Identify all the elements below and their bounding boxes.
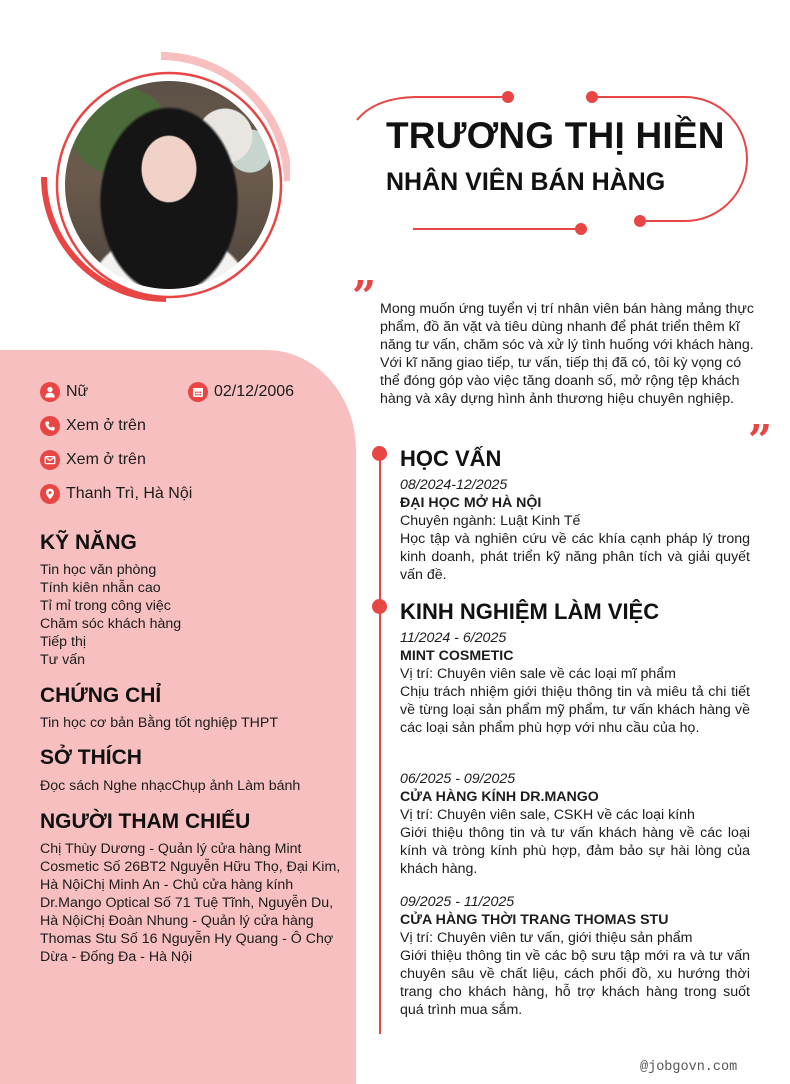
address-value: Thanh Trì, Hà Nội <box>66 485 193 502</box>
job-title: NHÂN VIÊN BÁN HÀNG <box>386 168 666 196</box>
contact-birthday <box>188 382 294 402</box>
experience-description: Giới thiệu thông tin và tư vấn khách hàng về các loại kính và tròng kính phù hợp, đảm bảo sự hài lòng của khách hàng. <box>400 825 750 877</box>
certificates-heading: CHỨNG CHỈ <box>40 684 162 707</box>
skill-item: Tiếp thị <box>40 634 86 650</box>
skill-item: Tỉ mỉ trong công việc <box>40 598 171 614</box>
contact-address <box>40 484 192 504</box>
references-text: Chị Thùy Dương - Quản lý cửa hàng Mint Cosmetic Số 26BT2 Nguyễn Hữu Thọ, Đại Kim, Hà NộiChị Minh An - Chủ cửa hàng kính Dr.Mango Optical Số 71 Tuệ Tĩnh, Nguyễn Du, Hà NộiChị Đoàn Nhung - Quản lý cửa hàng Thomas Stu Số 16 Nguyễn Hy Quang - Ô Chợ Dừa - Đống Đa - Hà Nội <box>40 841 341 965</box>
education-date: 08/2024-12/2025 <box>400 477 508 493</box>
skills-list <box>40 561 340 669</box>
experience-date: 06/2025 - 09/2025 <box>400 771 516 787</box>
experience-company: CỬA HÀNG KÍNH DR.MANGO <box>400 789 599 805</box>
location-icon <box>40 484 60 504</box>
experience-description: Chịu trách nhiệm giới thiệu thông tin và miêu tả chi tiết về từng loại sản phẩm mỹ phẩm, tư vấn khách hàng về các loại sản phẩm phù hợp với nhu cầu của họ. <box>400 684 750 736</box>
contact-phone <box>40 416 146 436</box>
timeline-dot-experience <box>372 599 387 614</box>
career-objective: Mong muốn ứng tuyển vị trí nhân viên bán hàng mảng thực phẩm, đồ ăn vặt và tiêu dùng nhanh để phát triển thêm kĩ năng tư vấn, chăm sóc và xử lý tình huống với khách hàng. Với kĩ năng giao tiếp, tư vấn, tiếp thị đã có, tôi kỳ vọng có thể đóng góp vào việc tăng doanh số, mở rộng tệp khách hàng và xây dựng hình ảnh thương hiệu chuyên nghiệp. <box>380 301 754 407</box>
education-school: ĐẠI HỌC MỞ HÀ NỘI <box>400 495 542 511</box>
mail-icon <box>40 450 60 470</box>
calendar-icon <box>188 382 208 402</box>
experience-heading: KINH NGHIỆM LÀM VIỆC <box>400 599 660 624</box>
experience-entry <box>400 629 750 737</box>
experience-entry <box>400 893 750 1019</box>
hobbies-text: Đọc sách Nghe nhạcChụp ảnh Làm bánh <box>40 778 301 794</box>
phone-value: Xem ở trên <box>66 417 146 434</box>
contact-email <box>40 450 146 470</box>
experience-position: Vị trí: Chuyên viên sale, CSKH về các loại kính <box>400 807 695 823</box>
timeline-dot-education <box>372 446 387 461</box>
watermark: @jobgovn.com <box>640 1060 738 1075</box>
email-value: Xem ở trên <box>66 451 146 468</box>
experience-date: 09/2025 - 11/2025 <box>400 894 515 910</box>
education-description: Học tập và nghiên cứu về các khía cạnh pháp lý trong kinh doanh, phát triển kỹ năng phân tích và giải quyết vấn đề. <box>400 531 750 583</box>
education-heading: HỌC VẤN <box>400 446 502 471</box>
quote-close-icon: ” <box>748 416 773 465</box>
education-major: Chuyên ngành: Luật Kinh Tế <box>400 513 581 529</box>
experience-date: 11/2024 - 6/2025 <box>400 630 507 646</box>
avatar-section <box>30 45 290 305</box>
experience-entry <box>400 770 750 878</box>
hobbies-heading: SỞ THÍCH <box>40 746 142 769</box>
contact-gender <box>40 382 88 402</box>
profile-photo <box>65 81 273 289</box>
experience-description: Giới thiệu thông tin về các bộ sưu tập mới ra và tư vấn chuyên sâu về chất liệu, cách phối đồ, xu hướng thời trang cho khách hàng, hỗ trợ khách hàng trong suốt quá trình mua sắm. <box>400 948 750 1018</box>
skill-item: Tin học văn phòng <box>40 562 157 578</box>
skills-heading: KỸ NĂNG <box>40 531 137 554</box>
gender-value: Nữ <box>66 383 89 400</box>
skill-item: Chăm sóc khách hàng <box>40 616 182 632</box>
birthday-value: 02/12/2006 <box>214 383 295 400</box>
quote-open-icon: ” <box>352 272 377 321</box>
user-icon <box>40 382 60 402</box>
experience-position: Vị trí: Chuyên viên sale về các loại mĩ phẩm <box>400 666 676 682</box>
certificates-text: Tin học cơ bản Bằng tốt nghiệp THPT <box>40 715 279 731</box>
skill-item: Tư vấn <box>40 652 85 668</box>
experience-company: CỬA HÀNG THỜI TRANG THOMAS STU <box>400 912 669 928</box>
references-heading: NGƯỜI THAM CHIẾU <box>40 810 251 833</box>
experience-position: Vị trí: Chuyên viên tư vấn, giới thiệu sản phẩm <box>400 930 693 946</box>
skill-item: Tính kiên nhẫn cao <box>40 580 161 596</box>
candidate-name: TRƯƠNG THỊ HIỀN <box>386 115 725 156</box>
timeline-line <box>379 452 381 1034</box>
education-entry <box>400 476 750 584</box>
phone-icon <box>40 416 60 436</box>
experience-company: MINT COSMETIC <box>400 648 514 664</box>
